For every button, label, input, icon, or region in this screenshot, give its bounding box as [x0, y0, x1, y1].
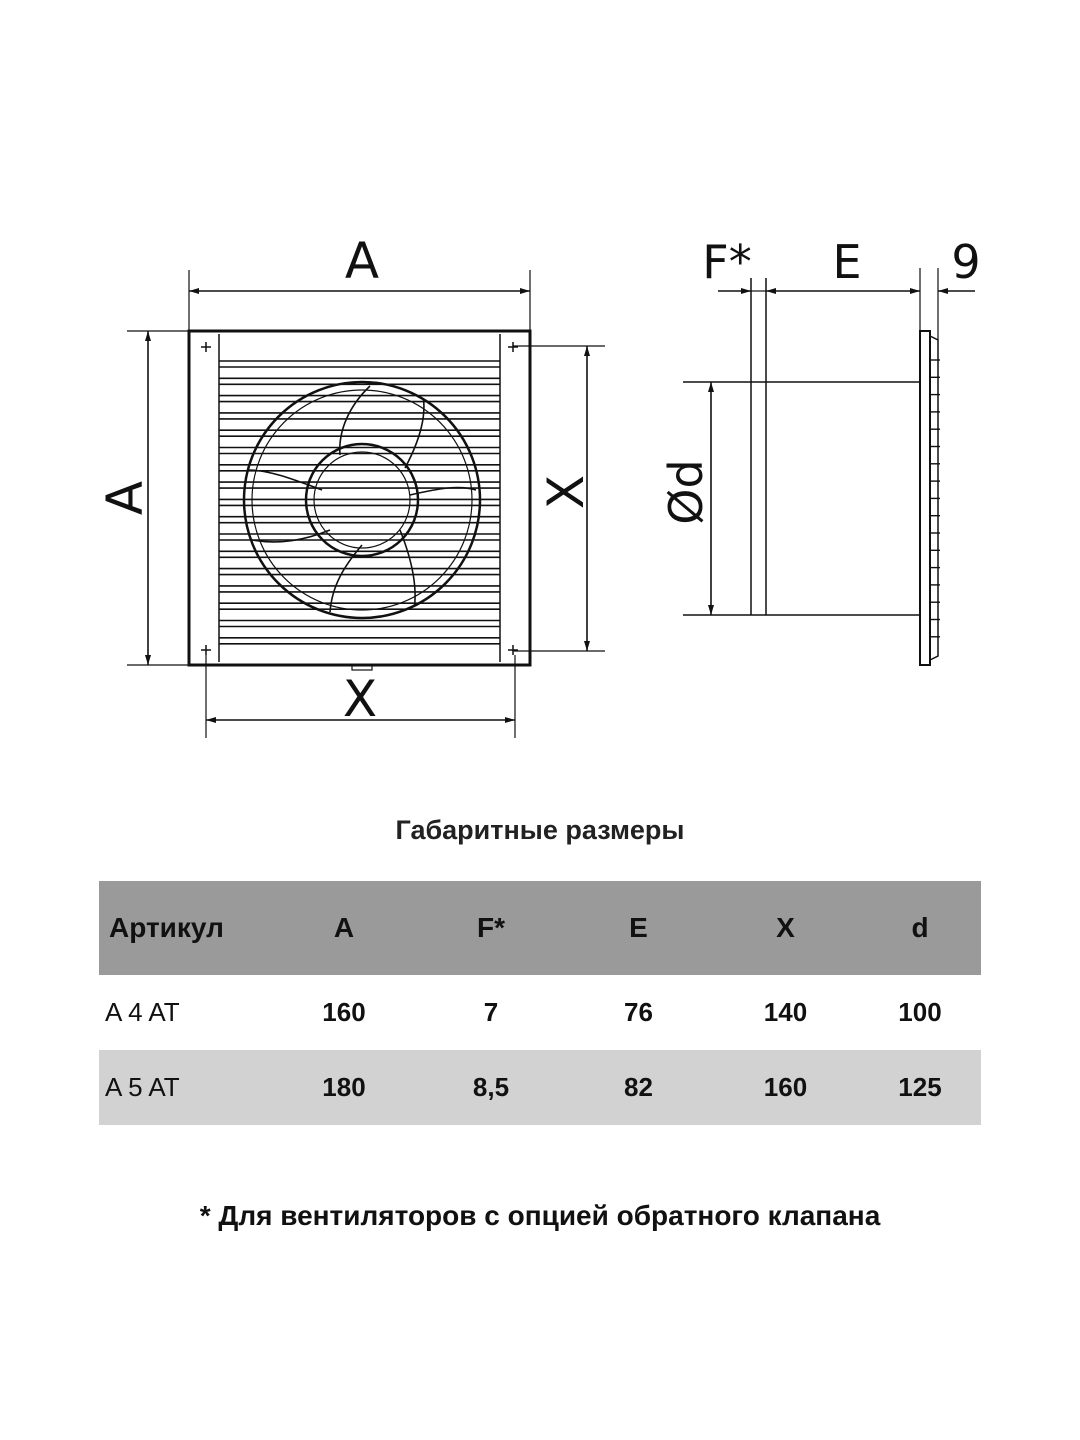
table-row: [99, 1050, 981, 1125]
louvre-slat: [219, 586, 500, 592]
cell-a: 160: [322, 997, 366, 1027]
header-x: X: [712, 881, 859, 975]
cell-article: A 4 AT: [105, 997, 180, 1027]
louvre-slat: [219, 621, 500, 627]
table-row: [99, 975, 981, 1050]
dim-bottom-x: X: [342, 670, 378, 728]
louvre-slat: [219, 361, 500, 367]
dim-left-a: A: [96, 480, 154, 516]
dim-flange-f: F*: [702, 235, 752, 289]
table-header-row: [99, 881, 981, 975]
side-view: [659, 235, 981, 665]
cell-d: 125: [859, 1050, 981, 1125]
header-e: E: [565, 881, 712, 975]
cell-a: 180: [271, 1050, 417, 1125]
cell-e: 76: [624, 997, 653, 1027]
cell-f: 8,5: [417, 1050, 565, 1125]
dim-diameter-d: Ød: [659, 459, 713, 525]
footnote: * Для вентиляторов с опцией обратного клапана: [199, 1200, 881, 1231]
louvre-slat: [219, 499, 500, 505]
dim-right-x: X: [537, 474, 595, 510]
cell-e: 82: [565, 1050, 712, 1125]
section-title: Габаритные размеры: [395, 815, 685, 845]
louvre-slat: [219, 465, 500, 471]
front-view: [96, 232, 605, 738]
dimensions-table: [99, 881, 981, 1125]
header-a: A: [271, 881, 417, 975]
header-article: Артикул: [99, 881, 271, 975]
louvre-slat: [219, 413, 500, 419]
cell-f: 7: [483, 997, 499, 1027]
cell-d: 100: [898, 997, 942, 1027]
louvre-slat: [219, 517, 500, 523]
dim-top-a: A: [344, 232, 380, 290]
louvre-slat: [219, 638, 500, 644]
header-d: d: [859, 881, 981, 975]
cell-x: 160: [712, 1050, 859, 1125]
cell-x: 140: [763, 997, 808, 1027]
louvre-slat: [219, 603, 500, 609]
louvre-slat: [219, 534, 500, 540]
dim-lip-9: 9: [951, 235, 981, 289]
cell-article: A 5 AT: [99, 1050, 271, 1125]
header-f: F*: [417, 881, 565, 975]
dim-depth-e: E: [832, 235, 862, 289]
